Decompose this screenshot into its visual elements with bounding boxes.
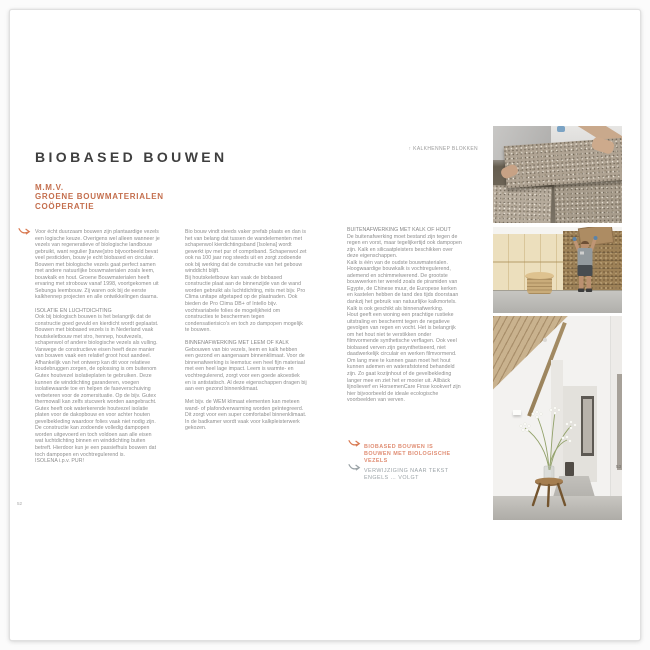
byline bbox=[35, 183, 164, 211]
wall-rail bbox=[493, 261, 567, 263]
byline-line-2: GROENE BOUWMATERIALEN bbox=[35, 192, 164, 202]
column-heading: ISOLATIE EN LUCHTDICHTING bbox=[35, 307, 112, 314]
paragraph: Ook bij biologisch bouwen is het belangrijk dat de constructie goed gevuld en kierdicht wordt geplaatst. Bouwen met biobased vezels is in Nederland vaak houtskeletbouw met stro, hennep, houtvezels, schapenwol of andere biologische vezels als vulling. Vanwege de constructieve eisen heeft deze manier van bouwen vaak een relatief groot hout aandeel. Afhankelijk van het ontwerp kan dit voor relatieve koudebruggen zorgen, de oplossing is om buitenom Gutex houtvezel isolatieplaten te gebruiken. Deze kunnen de winddichting garanderen, voegen isolatiewaarde toe en helpen de faseverschuiving verbeteren voor de zomersituatie. Op de bijv. Gutex thermowall kan zelfs stucwerk worden aangebracht. Gutex heeft ook waterkerende houtvezel isolatie platen voor de dakopbouw en voor achter houten gevelbekleding waardoor folies vaak niet nodig zijn. De constructie kan zodoende volledig dampopen worden uitgevoerd en toch voldoen aan alle eisen wat luchtdichting binnen en winddichting buiten betreft. Hierdoor kun je een passiefhuis bouwen dat toch dampopen en vochtregulerend is. bbox=[35, 314, 159, 458]
paragraph: Bouwen met biologische vezels gaat perfect samen met andere natuurlijke bouwmaterialen zoals leem, bouwkalk en hout. Groene Bouwmaterialen heeft ervaring met strobouw vanaf 1998, voortgekomen uit Sebunga leembouw. Zij waren ook bij de eerste kalkhennep projecten en alle ontwikkelingen daarna. bbox=[35, 261, 159, 301]
photo-panel-installation bbox=[493, 227, 622, 313]
hemp-block bbox=[493, 185, 552, 223]
curved-arrow-icon bbox=[348, 463, 362, 473]
paragraph: Kalk is één van de oudste bouwmaterialen. Hoogwaardige bouwkalk is vochtregulerend, ademend en schimmelwerend. De grootste bouwwerken ter wereld zoals de piramiden van Egypte, de Chinese muur, de Europese kerken en kastelen hebben de tand des tijds doorstaan dankzij het gebruik van natuurlijke kalkmortels. Kalk is ook geschikt als binnenafwerking. bbox=[347, 259, 459, 312]
paragraph: Gebouwen van bio vezels, leem en kalk hebben een gezond en aangenaam binnenklimaat. Voor de binnenafwerking is leemstuc een heel fijn materiaal met een heel lage impact. Leem is warmte- en vochtregulerend, zorgt voor een goede akoestiek en is antistatisch. Al deze eigenschappen dragen bij aan een gezond binnenklimaat. bbox=[185, 346, 307, 393]
callout-biobased: BIOBASED BOUWEN IS BOUWEN MET BIOLOGISCHE VEZELS bbox=[364, 444, 451, 464]
bottle-cap bbox=[557, 126, 565, 132]
curved-arrow-icon bbox=[348, 439, 362, 449]
curved-arrow-icon bbox=[18, 227, 32, 237]
paragraph: Hout geeft een woning een prachtige rustieke uitstraling en beschermt tegen de negatieve gevolgen van regen en vocht. Het is belangrijk om het hout niet te verstikken onder filmvormende synthetische verflagen. Ook veel biobased verven zijn gesynthetiseerd, niet daadwerkelijk circulair en werken filmvormend. Om lang mee te kunnen gaan moet het hout kunnen ademen en waterafstotend behandeld zijn. Zo gaat kozijnhout of de gevelbekleding langer mee en ziet het er mooier uit. Allbäck lijnolieverf en HorsemenCare Finse kookverf zijn hier bijvoorbeeld de ideale ecologische voorbeelden van verven. bbox=[347, 312, 461, 404]
page-number-right: 53 bbox=[616, 464, 622, 469]
up-arrow-icon: ↑ bbox=[408, 146, 412, 152]
paragraph: Bij houtskeletbouw kan vaak de biobased constructie plaat aan de binnenzijde van de wand worden gebruikt als luchtdichting, mits met bijv. Pro Clima unitape afgetaped op de plaatnaden. Ook bieden de Pro Clima DB+ of Intello bijv. vochtvariabele folies de mogelijkheid om constructies te beschermen tegen condensatierisico's en toch zo dampopen mogelijk te bouwen. bbox=[185, 274, 306, 334]
paragraph: Met bijv. de WEM klimaat elementen kan meteen wand- of plafondverwarming worden geïntegreerd. Dit zorgt voor een super comfortabel binnenklimaat. In de badkamer wordt vaak voor kalkpleisterwerk gekozen. bbox=[185, 399, 307, 432]
paragraph: Voor écht duurzaam bouwen zijn plantaardige vezels een logische keuze. Overigens wel alleen wanneer je vezels van regeneratieve of biologische landbouw gebruikt, want regulier [tarwe]stro bijvoorbeeld bevat veel pesticiden, bouw je echt biobased en circulair. bbox=[35, 229, 160, 262]
photo-reference-caption bbox=[360, 146, 478, 152]
text-column-3 bbox=[347, 227, 463, 404]
page-title: BIOBASED BOUWEN bbox=[35, 149, 228, 165]
column-heading: BUITENAFWERKING MET KALK OF HOUT bbox=[347, 227, 451, 233]
byline-line-1: M.M.V. bbox=[35, 183, 64, 192]
worker-figure bbox=[567, 235, 603, 300]
text-column-1 bbox=[35, 229, 161, 465]
stool-with-flowers bbox=[509, 404, 587, 513]
hemp-block bbox=[554, 179, 622, 223]
photo-hemp-blocks bbox=[493, 126, 622, 223]
ceiling-spot bbox=[543, 338, 547, 342]
right-door-sliver bbox=[617, 374, 622, 470]
paragraph: ISOLENA i.p.v. PUR! bbox=[35, 458, 84, 465]
paragraph: De buitenafwerking moet bestand zijn tegen de regen en vorst, maar tegelijkertijd ook dampopen zijn. Kalk en silicaatpleisters beschikken over deze eigenschappen. bbox=[347, 233, 462, 260]
column-heading: BINNENAFWERKING MET LEEM OF KALK bbox=[185, 340, 289, 347]
paragraph: Bio bouw vindt steeds vaker prefab plaats en dan is het van belang dat tussen de wandelementen met schapenwol kierdichtingsband [Isolena] wordt gewerkt ipv met pur of compriband. Schapenwol zet ook na 100 jaar nog steeds uit en zorgt zodoende ook bij werking dat de constructie van het gebouw winddicht blijft. bbox=[185, 229, 307, 275]
callout-verwijzing: VERWIJZIGING NAAR TEKST ENGELS … VOLGT bbox=[364, 468, 449, 481]
photo-reference-label: KALKHENNEP BLOKKEN bbox=[413, 146, 478, 152]
book-spread-page bbox=[9, 9, 641, 641]
text-column-2 bbox=[185, 229, 307, 432]
woven-basket-top bbox=[525, 272, 554, 280]
byline-line-3: COÖPERATIE bbox=[35, 201, 95, 211]
page-number-left: 52 bbox=[17, 501, 23, 506]
photo-hallway bbox=[493, 316, 622, 520]
